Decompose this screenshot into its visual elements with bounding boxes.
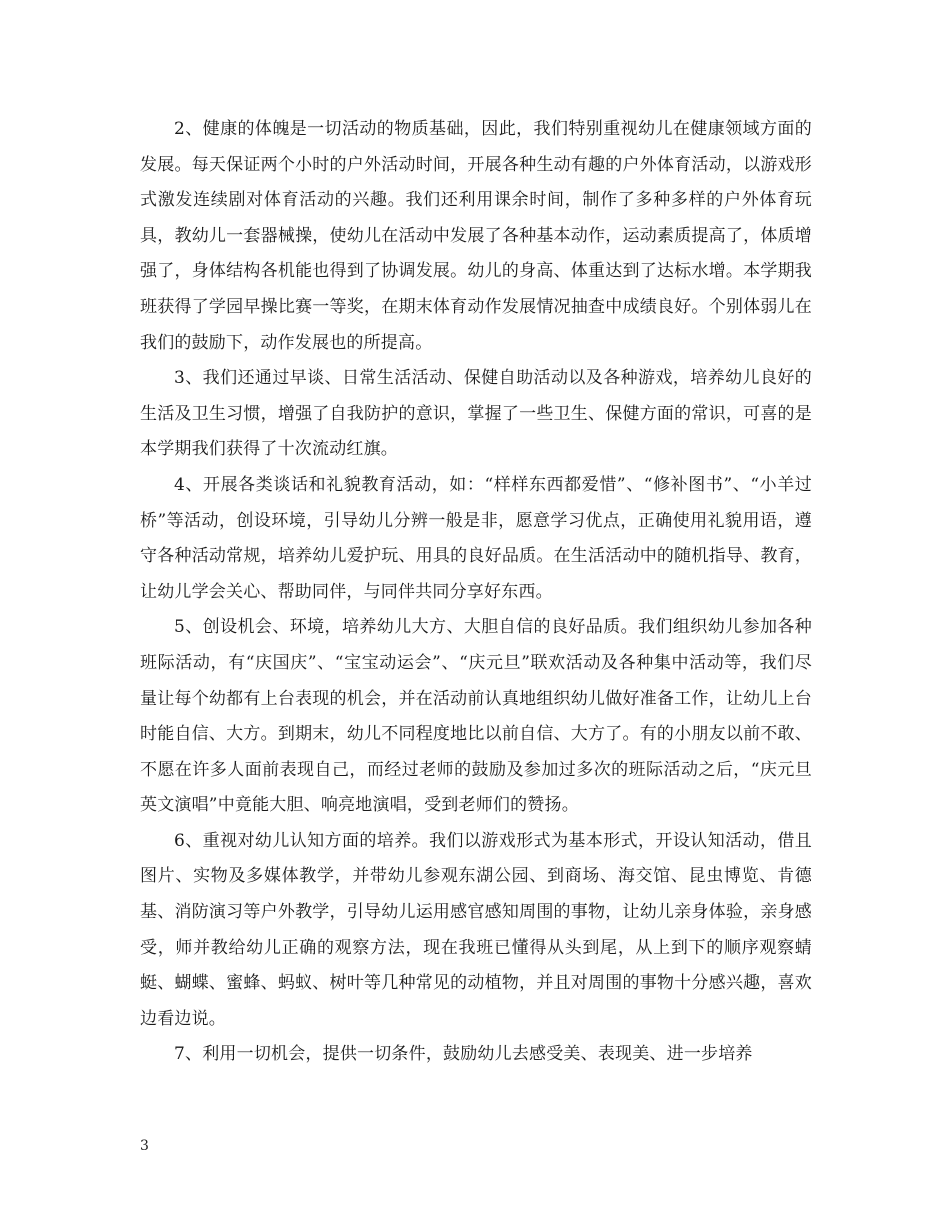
- paragraph-confidence: 5、创设机会、环境，培养幼儿大方、大胆自信的良好品质。我们组织幼儿参加各种班际活动，有“庆国庆”、“宝宝动运会”、“庆元旦”联欢活动及各种集中活动等，我们尽量让每个幼都有上台表现的机会，并在活动前认真地组织幼儿做好准备工作，让幼儿上台时能自信、大方。到期末，幼儿不同程度地比以前自信、大方了。有的小朋友以前不敢、不愿在许多人面前表现自己，而经过老师的鼓励及参加过多次的班际活动之后，“庆元旦英文演唱”中竟能大胆、响亮地演唱，受到老师们的赞扬。: [140, 617, 812, 816]
- paragraph-hygiene-habits: 3、我们还通过早谈、日常生活活动、保健自助活动以及各种游戏，培养幼儿良好的生活及卫生习惯，增强了自我防护的意识，掌握了一些卫生、保健方面的常识，可喜的是本学期我们获得了十次流动红旗。: [140, 368, 812, 460]
- paragraph-etiquette-education: 4、开展各类谈话和礼貌教育活动，如：“样样东西都爱惜”、“修补图书”、“小羊过桥”等活动，创设环境，引导幼儿分辨一般是非，愿意学习优点，正确使用礼貌用语，遵守各种活动常规，培养幼儿爱护玩、用具的良好品质。在生活活动中的随机指导、教育，让幼儿学会关心、帮助同伴，与同伴共同分享好东西。: [140, 474, 812, 602]
- paragraph-aesthetics: 7、利用一切机会，提供一切条件，鼓励幼儿去感受美、表现美、进一步培养: [174, 1044, 753, 1065]
- document-body: [140, 112, 812, 1073]
- paragraph-cognition: 6、重视对幼儿认知方面的培养。我们以游戏形式为基本形式，开设认知活动，借且图片、实物及多媒体教学，并带幼儿参观东湖公园、到商场、海交馆、昆虫博览、肯德基、消防演习等户外教学，引导幼儿运用感官感知周围的事物，让幼儿亲身体验，亲身感受，师并教给幼儿正确的观察方法，现在我班已懂得从头到尾，从上到下的顺序观察蜻蜓、蝴蝶、蜜蜂、蚂蚁、树叶等几种常见的动植物，并且对周围的事物十分感兴趣，喜欢边看边说。: [140, 830, 812, 1029]
- paragraph-health: 2、健康的体魄是一切活动的物质基础，因此，我们特别重视幼儿在健康领域方面的发展。每天保证两个小时的户外活动时间，开展各种生动有趣的户外体育活动，以游戏形式激发连续剧对体育活动的兴趣。我们还利用课余时间，制作了多种多样的户外体育玩具，教幼儿一套器械操，使幼儿在活动中发展了各种基本动作，运动素质提高了，体质增强了，身体结构各机能也得到了协调发展。幼儿的身高、体重达到了达标水增。本学期我班获得了学园早操比赛一等奖，在期末体育动作发展情况抽查中成绩良好。个别体弱儿在我们的鼓励下，动作发展也的所提高。: [140, 119, 812, 353]
- page-number: 3: [140, 1138, 149, 1154]
